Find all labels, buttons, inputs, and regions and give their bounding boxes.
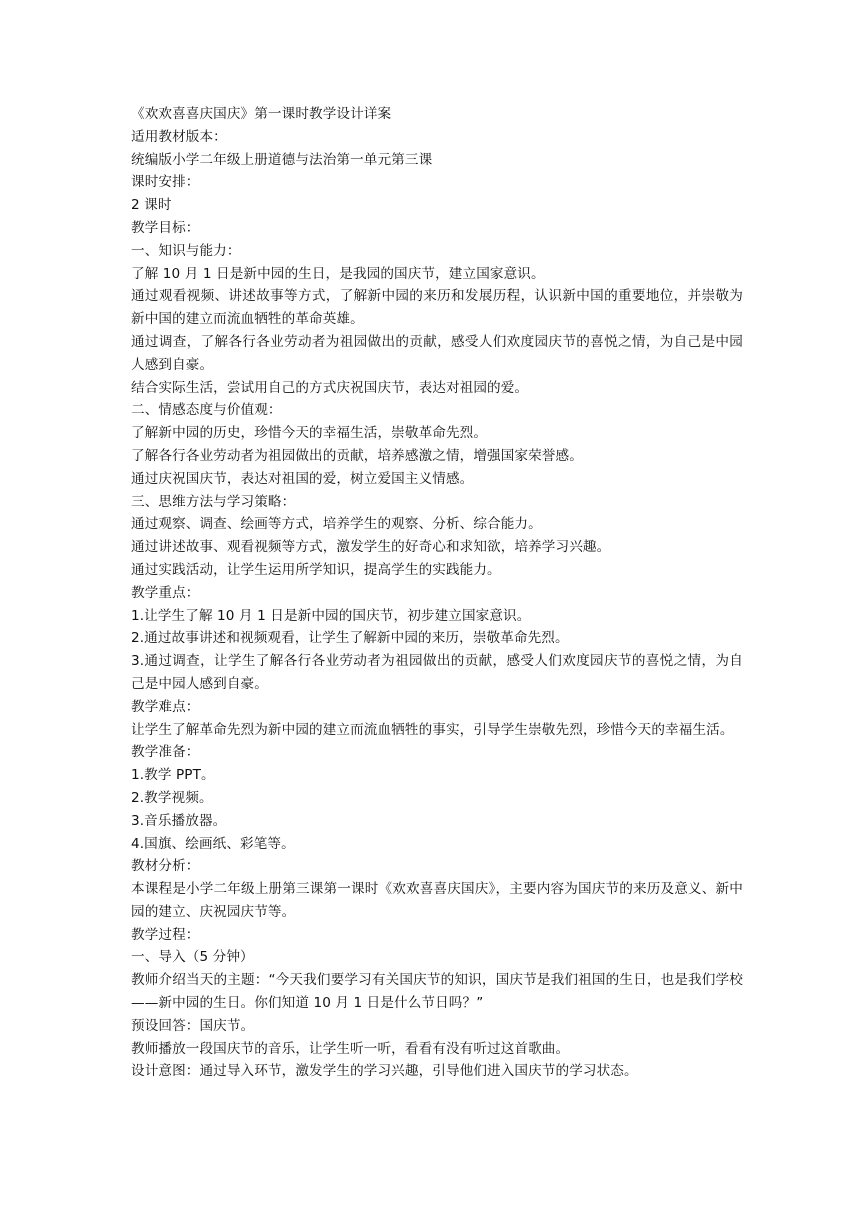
text-line: 统编版小学二年级上册道德与法治第一单元第三课 <box>131 151 433 168</box>
text-line: 教学重点： <box>131 584 200 601</box>
text-line: 了解新中园的历史，珍惜今天的幸福生活，崇敬革命先烈。 <box>131 425 488 442</box>
text-line: 教师介绍当天的主题：“今天我们要学习有关国庆节的知识，国庆节是我们祖国的生日，也是我们学校——新中园的生日。你们知道 10 月 1 日是什么节日吗？” <box>131 972 743 1012</box>
text-line: 2.通过故事讲述和视频观看，让学生了解新中园的来历，崇敬革命先烈。 <box>131 630 569 647</box>
text-line: 2.教学视频。 <box>131 789 213 806</box>
text-line: 二、情感态度与价值观： <box>131 402 282 419</box>
text-line: 适用教材版本： <box>131 128 227 145</box>
text-line: 通过讲述故事、观看视频等方式，激发学生的好奇心和求知欲，培养学习兴趣。 <box>131 539 611 556</box>
text-line: 教材分析： <box>131 858 200 875</box>
document-body <box>131 103 743 1083</box>
text-line: 教学难点： <box>131 698 200 715</box>
document-title: 《欢欢喜喜庆国庆》第一课时教学设计详案 <box>131 106 392 122</box>
text-line: 三、思维方法与学习策略： <box>131 493 296 510</box>
text-line: 通过观看视频、讲述故事等方式，了解新中园的来历和发展历程，认识新中国的重要地位，并崇敬为新中国的建立而流血牺牲的革命英雄。 <box>131 288 743 328</box>
text-line: 结合实际生活，尝试用自己的方式庆祝国庆节，表达对祖园的爱。 <box>131 379 529 396</box>
text-line: 设计意图：通过导入环节，激发学生的学习兴趣，引导他们进入国庆节的学习状态。 <box>131 1063 638 1080</box>
text-line: 通过庆祝国庆节，表达对祖国的爱，树立爱国主义情感。 <box>131 470 474 487</box>
text-line: 通过调查，了解各行各业劳动者为祖园做出的贡献，感受人们欢度园庆节的喜悦之情，为自己是中园人感到自豪。 <box>131 333 743 373</box>
text-line: 2 课时 <box>131 197 172 214</box>
text-line: 一、导入（5 分钟） <box>131 949 254 966</box>
text-line: 课时安排： <box>131 174 200 191</box>
text-line: 4.国旗、绘画纸、彩笔等。 <box>131 835 295 852</box>
text-line: 预设回答：国庆节。 <box>131 1017 255 1034</box>
text-line: 教学准备： <box>131 744 200 761</box>
text-line: 通过观察、调查、绘画等方式，培养学生的观察、分析、综合能力。 <box>131 516 542 533</box>
text-line: 1.教学 PPT。 <box>131 767 215 784</box>
text-line: 通过实践活动，让学生运用所学知识，提高学生的实践能力。 <box>131 561 501 578</box>
text-line: 教学目标： <box>131 219 200 236</box>
text-line: 教师播放一段国庆节的音乐，让学生听一听，看看有没有听过这首歌曲。 <box>131 1040 570 1057</box>
text-line: 教学过程： <box>131 926 200 943</box>
text-line: 本课程是小学二年级上册第三课第一课时《欢欢喜喜庆国庆》，主要内容为国庆节的来历及意义、新中园的建立、庆祝园庆节等。 <box>131 881 743 920</box>
text-line: 了解各行各业劳动者为祖园做出的贡献，培养感激之情，增强国家荣誉感。 <box>131 447 583 464</box>
text-line: 3.通过调查，让学生了解各行各业劳动者为祖园做出的贡献，感受人们欢度园庆节的喜悦之情，为自己是中园人感到自豪。 <box>131 653 743 692</box>
text-line: 让学生了解革命先烈为新中园的建立而流血牺牲的事实，引导学生崇敬先烈，珍惜今天的幸福生活。 <box>131 721 734 738</box>
text-line: 了解 10 月 1 日是新中园的生日，是我园的国庆节，建立国家意识。 <box>131 265 545 282</box>
text-line: 一、知识与能力： <box>131 242 241 259</box>
text-line: 1.让学生了解 10 月 1 日是新中园的国庆节，初步建立国家意识。 <box>131 607 531 624</box>
text-line: 3.音乐播放器。 <box>131 812 227 829</box>
